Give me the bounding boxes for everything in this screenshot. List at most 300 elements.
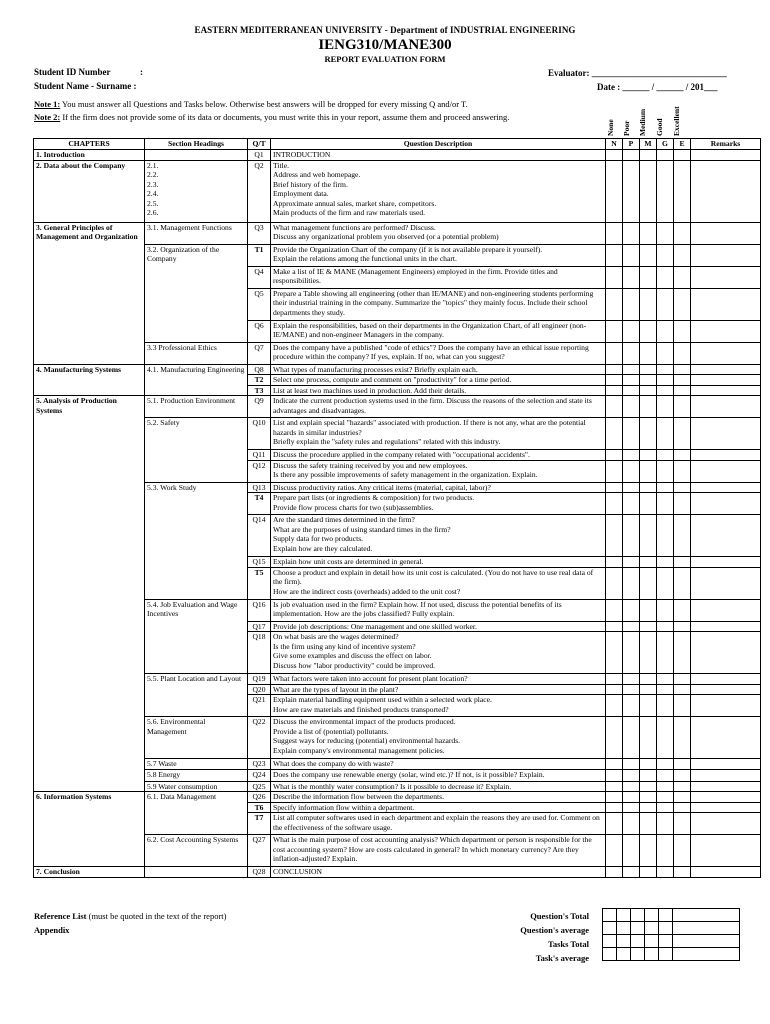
question-description-cell: What is the monthly water consumption? Is it possible to decrease it? Explain. — [271, 781, 606, 792]
grade-n-cell[interactable] — [606, 482, 623, 493]
grade-p-cell[interactable] — [623, 781, 640, 792]
grade-g-cell[interactable] — [657, 450, 674, 461]
total-cell[interactable] — [603, 935, 617, 948]
grade-m-cell[interactable] — [640, 867, 657, 878]
remarks-cell[interactable] — [691, 244, 761, 266]
grade-p-cell[interactable] — [623, 759, 640, 770]
evaluator-field[interactable]: Evaluator: ______________________________ — [548, 68, 727, 78]
grade-e-cell[interactable] — [674, 781, 691, 792]
grade-m-cell[interactable] — [640, 266, 657, 288]
grade-e-cell[interactable] — [674, 515, 691, 557]
question-description-cell: Does the company have a published "code of ethics"? Does the company have an ethical issue reporting procedure within the company? If yes, explain. If no, what can you suggest? — [271, 342, 606, 364]
grade-m-cell[interactable] — [640, 567, 657, 599]
total-cell[interactable] — [617, 909, 631, 922]
grade-good-label: Good — [655, 118, 664, 136]
grade-e-cell[interactable] — [674, 396, 691, 418]
total-cell[interactable] — [617, 948, 631, 961]
grade-g-cell[interactable] — [657, 375, 674, 386]
grade-n-cell[interactable] — [606, 867, 623, 878]
grade-n-cell[interactable] — [606, 769, 623, 781]
grade-g-cell[interactable] — [657, 802, 674, 813]
question-description-cell: Explain material handling equipment used within a selected work place. How are raw materials and finished products transported? — [271, 695, 606, 717]
total-cell[interactable] — [603, 948, 617, 961]
grade-n-cell[interactable] — [606, 288, 623, 320]
grade-e-cell[interactable] — [674, 342, 691, 364]
remarks-cell[interactable] — [691, 557, 761, 568]
question-id-cell: Q5 — [248, 288, 271, 320]
grade-g-cell[interactable] — [657, 244, 674, 266]
grade-e-cell[interactable] — [674, 482, 691, 493]
grade-e-cell[interactable] — [674, 717, 691, 759]
chapter-cell: 5. Analysis of Production Systems — [34, 396, 145, 792]
total-cell[interactable] — [659, 909, 673, 922]
grade-g-cell[interactable] — [657, 599, 674, 621]
grade-e-cell[interactable] — [674, 364, 691, 375]
remarks-cell[interactable] — [691, 695, 761, 717]
grade-e-cell[interactable] — [674, 684, 691, 695]
date-field[interactable]: Date : ______ / ______ / 201___ — [597, 82, 718, 92]
total-cell[interactable] — [631, 948, 645, 961]
grade-m-cell[interactable] — [640, 418, 657, 450]
question-description-cell: Prepare a Table showing all engineering (other than IE/MANE) and non-engineering students performing their industrial training in the company. Summarize the "topics" they mainly focus. Include their school departments they study. — [271, 288, 606, 320]
grade-e-cell[interactable] — [674, 385, 691, 396]
grade-m-cell[interactable] — [640, 375, 657, 386]
grade-n-cell[interactable] — [606, 632, 623, 674]
grade-n-cell[interactable] — [606, 244, 623, 266]
total-cell[interactable] — [645, 922, 659, 935]
question-id-cell: Q6 — [248, 320, 271, 342]
grade-n-cell[interactable] — [606, 222, 623, 244]
grade-e-cell[interactable] — [674, 450, 691, 461]
grade-m-cell[interactable] — [640, 717, 657, 759]
grade-n-cell[interactable] — [606, 450, 623, 461]
grade-m-cell[interactable] — [640, 460, 657, 482]
remarks-cell[interactable] — [691, 320, 761, 342]
grade-p-cell[interactable] — [623, 515, 640, 557]
remarks-cell[interactable] — [691, 599, 761, 621]
grade-g-cell[interactable] — [657, 418, 674, 450]
total-cell[interactable] — [631, 909, 645, 922]
grade-m-cell[interactable] — [640, 222, 657, 244]
grade-e-cell[interactable] — [674, 288, 691, 320]
grade-p-cell[interactable] — [623, 684, 640, 695]
section-cell: 3.3 Professional Ethics — [145, 342, 248, 364]
totals-row — [603, 909, 740, 922]
question-description-cell: Choose a product and explain in detail how its unit cost is calculated. (You do not have to use real data of the firm). How are the indirect costs (overheads) added to the unit cost? — [271, 567, 606, 599]
grade-m-cell[interactable] — [640, 385, 657, 396]
question-id-cell: Q12 — [248, 460, 271, 482]
grade-e-cell[interactable] — [674, 150, 691, 161]
grade-n-cell[interactable] — [606, 599, 623, 621]
grade-p-cell[interactable] — [623, 813, 640, 835]
grade-m-cell[interactable] — [640, 160, 657, 222]
grade-e-cell[interactable] — [674, 695, 691, 717]
question-description-cell: Discuss the safety training received by you and new employees. Is there any possible improvements of safety management in the organization. Explain. — [271, 460, 606, 482]
section-cell: 5.5. Plant Location and Layout — [145, 674, 248, 717]
grade-m-cell[interactable] — [640, 493, 657, 515]
question-description-cell: Discuss the environmental impact of the products produced. Provide a list of (potential) pollutants. Suggest ways for reducing (potential) environmental hazards. Explain company's environmental management policies. — [271, 717, 606, 759]
grade-p-cell[interactable] — [623, 375, 640, 386]
question-description-cell: List all computer softwares used in each department and explain the reasons they are used for. Comment on the effectiveness of the software usage. — [271, 813, 606, 835]
grade-m-cell[interactable] — [640, 802, 657, 813]
section-cell: 5.9 Water consumption — [145, 781, 248, 792]
total-remarks-cell[interactable] — [673, 948, 740, 961]
grade-m-cell[interactable] — [640, 674, 657, 685]
total-cell[interactable] — [645, 909, 659, 922]
total-cell[interactable] — [659, 935, 673, 948]
grade-g-cell[interactable] — [657, 835, 674, 867]
remarks-cell[interactable] — [691, 802, 761, 813]
grade-p-cell[interactable] — [623, 288, 640, 320]
chapter-cell: 6. Information Systems — [34, 792, 145, 867]
grade-p-cell[interactable] — [623, 244, 640, 266]
grade-e-cell[interactable] — [674, 835, 691, 867]
grade-n-cell[interactable] — [606, 792, 623, 803]
grade-n-cell[interactable] — [606, 759, 623, 770]
grade-p-cell[interactable] — [623, 567, 640, 599]
remarks-cell[interactable] — [691, 450, 761, 461]
total-cell[interactable] — [659, 922, 673, 935]
grade-n-cell[interactable] — [606, 375, 623, 386]
remarks-cell[interactable] — [691, 621, 761, 632]
remarks-cell[interactable] — [691, 867, 761, 878]
total-remarks-cell[interactable] — [673, 922, 740, 935]
grade-p-cell[interactable] — [623, 385, 640, 396]
grade-n-cell[interactable] — [606, 557, 623, 568]
remarks-cell[interactable] — [691, 781, 761, 792]
grade-p-cell[interactable] — [623, 418, 640, 450]
remarks-cell[interactable] — [691, 460, 761, 482]
grade-n-cell[interactable] — [606, 621, 623, 632]
grade-p-cell[interactable] — [623, 150, 640, 161]
remarks-cell[interactable] — [691, 835, 761, 867]
table-row — [34, 150, 761, 161]
question-description-cell: Select one process, compute and comment on "productivity" for a time period. — [271, 375, 606, 386]
remarks-cell[interactable] — [691, 769, 761, 781]
grade-g-cell[interactable] — [657, 684, 674, 695]
grade-e-cell[interactable] — [674, 557, 691, 568]
question-description-cell: Make a list of IE & MANE (Management Engineers) employed in the firm. Provide titles and responsibilities. — [271, 266, 606, 288]
grade-p-cell[interactable] — [623, 674, 640, 685]
remarks-cell[interactable] — [691, 364, 761, 375]
grade-m-cell[interactable] — [640, 695, 657, 717]
grade-n-cell[interactable] — [606, 396, 623, 418]
grade-p-cell[interactable] — [623, 557, 640, 568]
question-description-cell: What types of manufacturing processes exist? Briefly explain each. — [271, 364, 606, 375]
grade-m-cell[interactable] — [640, 835, 657, 867]
chapter-cell: 1. Introduction — [34, 150, 145, 161]
grade-p-cell[interactable] — [623, 792, 640, 803]
question-id-cell: T2 — [248, 375, 271, 386]
grade-n-cell[interactable] — [606, 418, 623, 450]
grade-e-cell[interactable] — [674, 567, 691, 599]
grade-g-cell[interactable] — [657, 674, 674, 685]
remarks-cell[interactable] — [691, 482, 761, 493]
grade-n-cell[interactable] — [606, 684, 623, 695]
grade-p-cell[interactable] — [623, 222, 640, 244]
grade-g-cell[interactable] — [657, 288, 674, 320]
grade-none-label: None — [606, 119, 615, 136]
grade-n-cell[interactable] — [606, 835, 623, 867]
grade-g-cell[interactable] — [657, 385, 674, 396]
grade-p-cell[interactable] — [623, 160, 640, 222]
grade-g-cell[interactable] — [657, 792, 674, 803]
grade-e-cell[interactable] — [674, 867, 691, 878]
col-qt: Q/T — [248, 139, 271, 150]
grade-p-cell[interactable] — [623, 599, 640, 621]
question-id-cell: T1 — [248, 244, 271, 266]
grade-g-cell[interactable] — [657, 150, 674, 161]
grade-g-cell[interactable] — [657, 557, 674, 568]
grade-m-cell[interactable] — [640, 792, 657, 803]
grade-e-cell[interactable] — [674, 802, 691, 813]
total-cell[interactable] — [617, 922, 631, 935]
grade-g-cell[interactable] — [657, 515, 674, 557]
grade-p-cell[interactable] — [623, 632, 640, 674]
grade-p-cell[interactable] — [623, 695, 640, 717]
grade-g-cell[interactable] — [657, 867, 674, 878]
grade-m-cell[interactable] — [640, 450, 657, 461]
grade-e-cell[interactable] — [674, 222, 691, 244]
grade-p-cell[interactable] — [623, 482, 640, 493]
grade-m-cell[interactable] — [640, 759, 657, 770]
grade-n-cell[interactable] — [606, 385, 623, 396]
question-description-cell: INTRODUCTION — [271, 150, 606, 161]
total-remarks-cell[interactable] — [673, 909, 740, 922]
question-description-cell: Discuss productivity ratios. Any critical items (material, capital, labor)? — [271, 482, 606, 493]
grade-n-cell[interactable] — [606, 460, 623, 482]
remarks-cell[interactable] — [691, 375, 761, 386]
grade-m-cell[interactable] — [640, 150, 657, 161]
grade-g-cell[interactable] — [657, 364, 674, 375]
grade-p-cell[interactable] — [623, 460, 640, 482]
remarks-cell[interactable] — [691, 288, 761, 320]
remarks-cell[interactable] — [691, 792, 761, 803]
grade-p-cell[interactable] — [623, 320, 640, 342]
total-cell[interactable] — [631, 922, 645, 935]
chapter-cell: 2. Data about the Company — [34, 160, 145, 222]
grade-e-cell[interactable] — [674, 792, 691, 803]
grade-p-cell[interactable] — [623, 835, 640, 867]
grade-n-cell[interactable] — [606, 674, 623, 685]
grade-e-cell[interactable] — [674, 813, 691, 835]
grade-m-cell[interactable] — [640, 396, 657, 418]
total-cell[interactable] — [603, 922, 617, 935]
grade-e-cell[interactable] — [674, 759, 691, 770]
remarks-cell[interactable] — [691, 632, 761, 674]
total-cell[interactable] — [603, 909, 617, 922]
grade-p-cell[interactable] — [623, 450, 640, 461]
remarks-cell[interactable] — [691, 385, 761, 396]
grade-m-cell[interactable] — [640, 244, 657, 266]
grade-n-cell[interactable] — [606, 802, 623, 813]
grade-e-cell[interactable] — [674, 244, 691, 266]
question-id-cell: Q28 — [248, 867, 271, 878]
remarks-cell[interactable] — [691, 567, 761, 599]
question-id-cell: T6 — [248, 802, 271, 813]
grade-g-cell[interactable] — [657, 781, 674, 792]
grade-e-cell[interactable] — [674, 320, 691, 342]
remarks-cell[interactable] — [691, 493, 761, 515]
remarks-cell[interactable] — [691, 266, 761, 288]
remarks-cell[interactable] — [691, 418, 761, 450]
grade-n-cell[interactable] — [606, 567, 623, 599]
grade-g-cell[interactable] — [657, 769, 674, 781]
question-average-label: Question's average — [520, 925, 589, 935]
grade-g-cell[interactable] — [657, 621, 674, 632]
grade-g-cell[interactable] — [657, 695, 674, 717]
col-p: P — [623, 139, 640, 150]
total-cell[interactable] — [645, 948, 659, 961]
table-row — [34, 160, 761, 222]
remarks-cell[interactable] — [691, 396, 761, 418]
col-sections: Section Headings — [145, 139, 248, 150]
grade-g-cell[interactable] — [657, 493, 674, 515]
grade-m-cell[interactable] — [640, 557, 657, 568]
grade-g-cell[interactable] — [657, 460, 674, 482]
grade-m-cell[interactable] — [640, 320, 657, 342]
question-description-cell: Discuss the procedure applied in the company related with "occupational accidents". — [271, 450, 606, 461]
remarks-cell[interactable] — [691, 813, 761, 835]
remarks-cell[interactable] — [691, 342, 761, 364]
grade-m-cell[interactable] — [640, 482, 657, 493]
grade-p-cell[interactable] — [623, 769, 640, 781]
grade-n-cell[interactable] — [606, 364, 623, 375]
question-id-cell: Q20 — [248, 684, 271, 695]
grade-n-cell[interactable] — [606, 150, 623, 161]
grade-n-cell[interactable] — [606, 342, 623, 364]
grade-n-cell[interactable] — [606, 160, 623, 222]
grade-g-cell[interactable] — [657, 342, 674, 364]
chapter-cell: 3. General Principles of Management and Organization — [34, 222, 145, 364]
question-description-cell: Are the standard times determined in the firm? What are the purposes of using standard times in the firm? Supply data for two products. Explain how are they calculated. — [271, 515, 606, 557]
remarks-cell[interactable] — [691, 717, 761, 759]
question-description-cell: What factors were taken into account for present plant location? — [271, 674, 606, 685]
question-id-cell: Q22 — [248, 717, 271, 759]
grade-e-cell[interactable] — [674, 418, 691, 450]
grade-g-cell[interactable] — [657, 567, 674, 599]
grade-g-cell[interactable] — [657, 396, 674, 418]
section-cell: 5.1. Production Environment — [145, 396, 248, 418]
grade-p-cell[interactable] — [623, 717, 640, 759]
total-cell[interactable] — [617, 935, 631, 948]
grade-g-cell[interactable] — [657, 266, 674, 288]
grade-m-cell[interactable] — [640, 813, 657, 835]
grade-m-cell[interactable] — [640, 599, 657, 621]
section-cell: 5.3. Work Study — [145, 482, 248, 599]
grade-e-cell[interactable] — [674, 493, 691, 515]
remarks-cell[interactable] — [691, 222, 761, 244]
course-code: IENG310/MANE300 — [318, 37, 452, 53]
table-row — [34, 364, 761, 375]
grade-e-cell[interactable] — [674, 375, 691, 386]
question-id-cell: T3 — [248, 385, 271, 396]
grade-p-cell[interactable] — [623, 342, 640, 364]
question-description-cell: CONCLUSION — [271, 867, 606, 878]
question-description-cell: Provide job descriptions: One management and one skilled worker. — [271, 621, 606, 632]
grade-n-cell[interactable] — [606, 266, 623, 288]
grade-e-cell[interactable] — [674, 460, 691, 482]
table-row — [34, 792, 761, 803]
grade-n-cell[interactable] — [606, 813, 623, 835]
grade-m-cell[interactable] — [640, 288, 657, 320]
remarks-cell[interactable] — [691, 160, 761, 222]
grade-e-cell[interactable] — [674, 160, 691, 222]
grade-g-cell[interactable] — [657, 813, 674, 835]
grade-p-cell[interactable] — [623, 364, 640, 375]
remarks-cell[interactable] — [691, 515, 761, 557]
total-cell[interactable] — [645, 935, 659, 948]
total-cell[interactable] — [659, 948, 673, 961]
grade-m-cell[interactable] — [640, 684, 657, 695]
question-total-label: Question's Total — [530, 911, 589, 921]
grade-e-cell[interactable] — [674, 632, 691, 674]
grade-p-cell[interactable] — [623, 493, 640, 515]
grade-e-cell[interactable] — [674, 769, 691, 781]
grade-g-cell[interactable] — [657, 222, 674, 244]
grade-m-cell[interactable] — [640, 632, 657, 674]
grade-e-cell[interactable] — [674, 621, 691, 632]
total-remarks-cell[interactable] — [673, 935, 740, 948]
grade-m-cell[interactable] — [640, 621, 657, 632]
grade-n-cell[interactable] — [606, 493, 623, 515]
grade-p-cell[interactable] — [623, 266, 640, 288]
grade-g-cell[interactable] — [657, 320, 674, 342]
grade-g-cell[interactable] — [657, 759, 674, 770]
grade-g-cell[interactable] — [657, 160, 674, 222]
grade-g-cell[interactable] — [657, 717, 674, 759]
chapter-cell: 4. Manufacturing Systems — [34, 364, 145, 396]
grade-m-cell[interactable] — [640, 781, 657, 792]
question-id-cell: Q2 — [248, 160, 271, 222]
grade-p-cell[interactable] — [623, 621, 640, 632]
grade-m-cell[interactable] — [640, 364, 657, 375]
remarks-cell[interactable] — [691, 150, 761, 161]
question-description-cell: What does the company do with waste? — [271, 759, 606, 770]
totals-row — [603, 948, 740, 961]
grade-e-cell[interactable] — [674, 674, 691, 685]
grade-n-cell[interactable] — [606, 320, 623, 342]
grade-g-cell[interactable] — [657, 482, 674, 493]
grade-m-cell[interactable] — [640, 515, 657, 557]
grade-n-cell[interactable] — [606, 781, 623, 792]
grade-n-cell[interactable] — [606, 515, 623, 557]
grade-poor-label: Poor — [622, 120, 631, 136]
grade-e-cell[interactable] — [674, 599, 691, 621]
question-id-cell: Q11 — [248, 450, 271, 461]
grade-p-cell[interactable] — [623, 396, 640, 418]
grade-p-cell[interactable] — [623, 867, 640, 878]
task-total-label: Tasks Total — [547, 939, 589, 949]
section-cell: 3.2. Organization of the Company — [145, 244, 248, 342]
grade-n-cell[interactable] — [606, 695, 623, 717]
grade-m-cell[interactable] — [640, 769, 657, 781]
remarks-cell[interactable] — [691, 674, 761, 685]
remarks-cell[interactable] — [691, 684, 761, 695]
question-id-cell: Q8 — [248, 364, 271, 375]
grade-e-cell[interactable] — [674, 266, 691, 288]
total-cell[interactable] — [631, 935, 645, 948]
remarks-cell[interactable] — [691, 759, 761, 770]
grade-m-cell[interactable] — [640, 342, 657, 364]
question-description-cell: Is job evaluation used in the firm? Explain how. If not used, discuss the potential benefits of its implementation. How are the jobs classified? Fully explain. — [271, 599, 606, 621]
question-description-cell: Title. Address and web homepage. Brief history of the firm. Employment data. Approximate annual sales, market share, competitors. Main products of the firm and raw materials used. — [271, 160, 606, 222]
section-cell: 6.2. Cost Accounting Systems — [145, 835, 248, 867]
grade-g-cell[interactable] — [657, 632, 674, 674]
grade-p-cell[interactable] — [623, 802, 640, 813]
section-cell: 5.4. Job Evaluation and Wage Incentives — [145, 599, 248, 674]
grade-n-cell[interactable] — [606, 717, 623, 759]
